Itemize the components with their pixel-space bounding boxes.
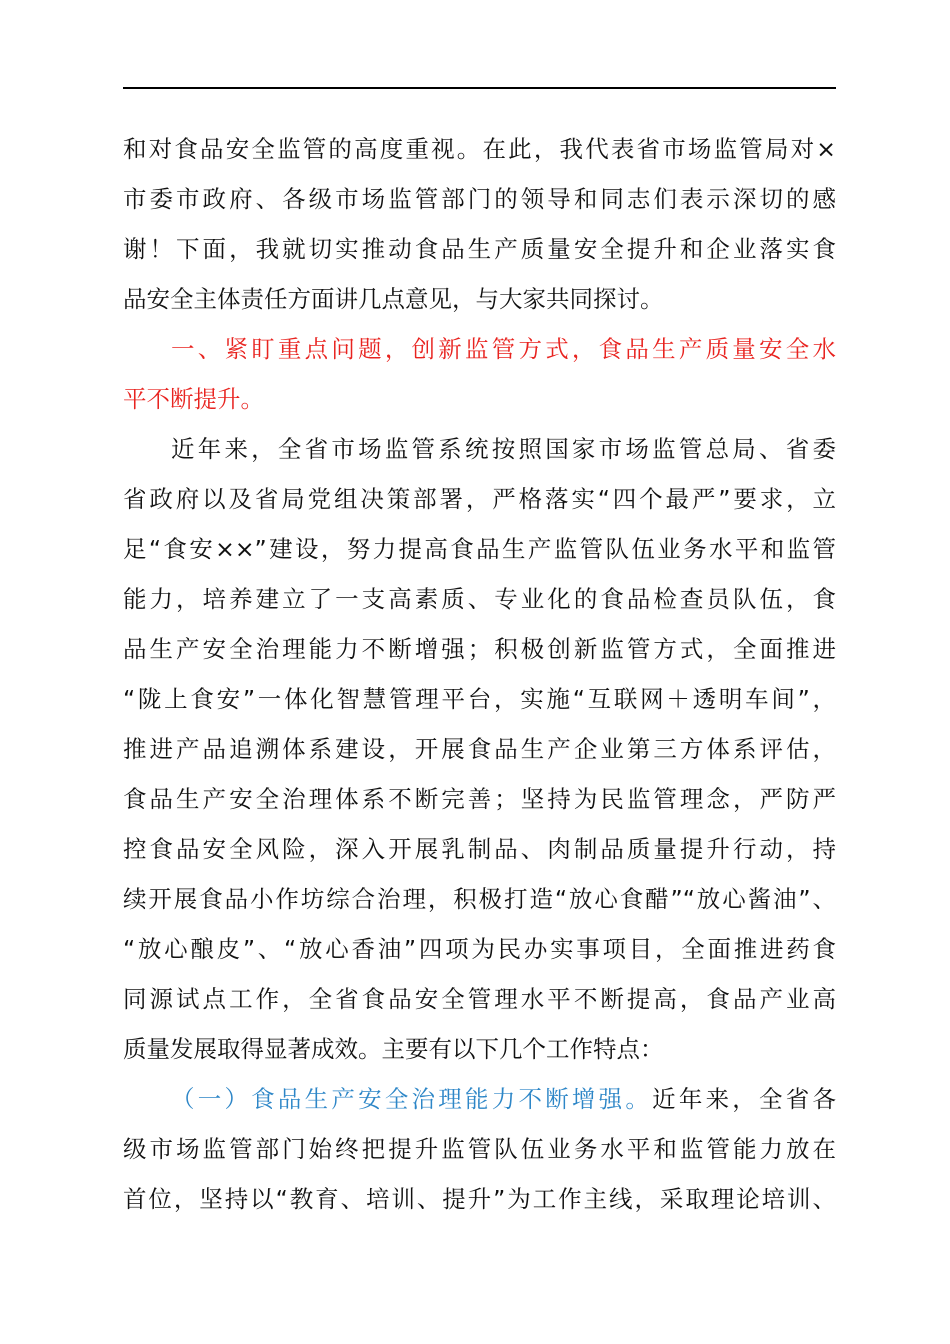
header-rule: [123, 87, 836, 89]
body-line: 质量发展取得显著成效。主要有以下几个工作特点：: [123, 1035, 664, 1063]
body-line: “放心酿皮”、“放心香油”四项为民办实事项目，全面推进药食: [123, 935, 836, 963]
section-heading: 一、紧盯重点问题，创新监管方式，食品生产质量安全水: [171, 335, 836, 363]
body-line: 和对食品安全监管的高度重视。在此，我代表省市场监管局对×: [123, 135, 836, 163]
document-body: [123, 124, 836, 1224]
body-line: 推进产品追溯体系建设，开展食品生产企业第三方体系评估，: [123, 735, 836, 763]
body-line: 品安全主体责任方面讲几点意见，与大家共同探讨。: [123, 285, 664, 313]
body-line: 首位，坚持以“教育、培训、提升”为工作主线，采取理论培训、: [123, 1185, 836, 1213]
body-line: 近年来，全省市场监管系统按照国家市场监管总局、省委: [171, 435, 836, 463]
body-line: “陇上食安”一体化智慧管理平台，实施“互联网＋透明车间”，: [123, 685, 836, 713]
body-line: 同源试点工作，全省食品安全管理水平不断提高，食品产业高: [123, 985, 836, 1013]
subsection-first-line-text: 近年来，全省各: [652, 1085, 836, 1113]
section-heading: 平不断提升。: [123, 385, 264, 413]
body-line: 级市场监管部门始终把提升监管队伍业务水平和监管能力放在: [123, 1135, 836, 1163]
body-line: 谢！下面，我就切实推动食品生产质量安全提升和企业落实食: [123, 235, 836, 263]
body-line: 省政府以及省局党组决策部署，严格落实“四个最严”要求，立: [123, 485, 836, 513]
body-line: 能力，培养建立了一支高素质、专业化的食品检查员队伍，食: [123, 585, 836, 613]
body-line: 足“食安××”建设，努力提高食品生产监管队伍业务水平和监管: [123, 535, 836, 563]
body-line: 食品生产安全治理体系不断完善；坚持为民监管理念，严防严: [123, 785, 836, 813]
body-line: 续开展食品小作坊综合治理，积极打造“放心食醋”“放心酱油”、: [123, 885, 836, 913]
body-line: 市委市政府、各级市场监管部门的领导和同志们表示深切的感: [123, 185, 836, 213]
subsection-first-line: [123, 1074, 836, 1124]
body-line: 品生产安全治理能力不断增强；积极创新监管方式，全面推进: [123, 635, 836, 663]
subsection-heading: （一）食品生产安全治理能力不断增强。: [171, 1085, 653, 1113]
body-line: 控食品安全风险，深入开展乳制品、肉制品质量提升行动，持: [123, 835, 836, 863]
